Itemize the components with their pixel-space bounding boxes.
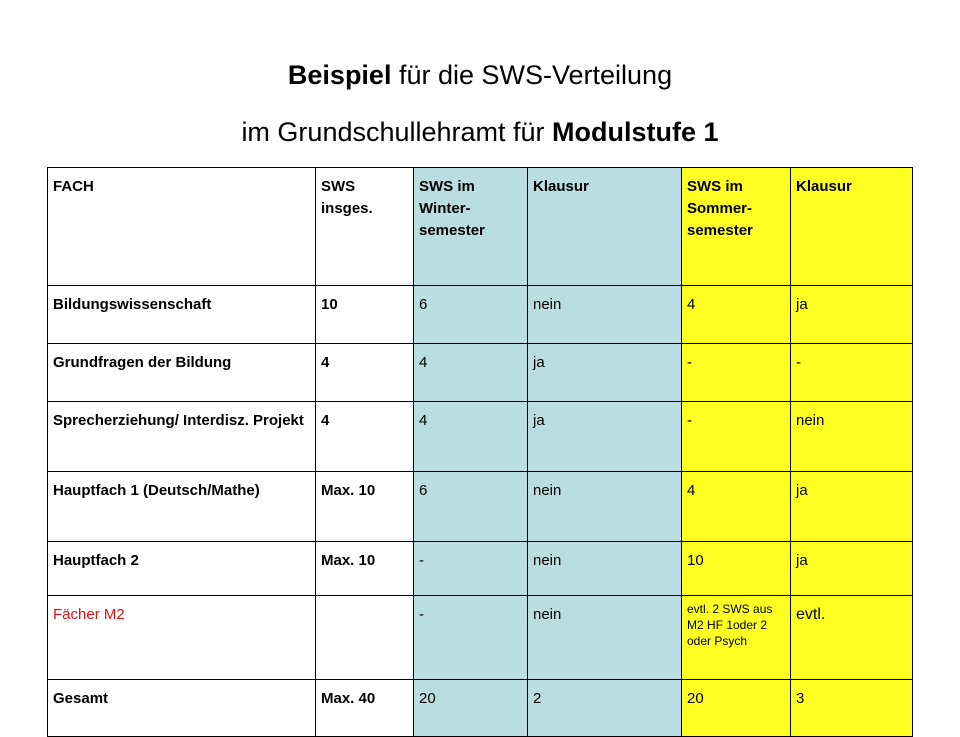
cell-sws-insges — [316, 596, 414, 680]
cell-fach: Hauptfach 1 (Deutsch/Mathe) — [48, 472, 316, 542]
cell-sws-sommer: 20 — [682, 680, 791, 737]
table-header-row — [48, 168, 913, 286]
cell-klausur-sommer: ja — [791, 472, 913, 542]
cell-sws-sommer: 10 — [682, 542, 791, 596]
cell-klausur-sommer: nein — [791, 402, 913, 472]
cell-sws-winter: 20 — [414, 680, 528, 737]
cell-fach: Grundfragen der Bildung — [48, 344, 316, 402]
cell-klausur-sommer: ja — [791, 542, 913, 596]
cell-fach: Hauptfach 2 — [48, 542, 316, 596]
cell-klausur-sommer: - — [791, 344, 913, 402]
title-line-1 — [0, 58, 960, 92]
cell-sws-winter: 4 — [414, 344, 528, 402]
title-bold-beispiel: Beispiel — [287, 60, 392, 90]
cell-sws-sommer: - — [682, 402, 791, 472]
cell-sws-insges: Max. 40 — [316, 680, 414, 737]
cell-klausur-winter: ja — [528, 402, 682, 472]
table-row — [48, 542, 913, 596]
header-sws-insges: SWS insges. — [316, 168, 414, 286]
title-line-2 — [0, 115, 960, 149]
cell-fach: Fächer M2 — [48, 596, 316, 680]
cell-klausur-sommer: evtl. — [791, 596, 913, 680]
title-line-2-rest: im Grundschullehramt für — [241, 117, 553, 147]
table-row — [48, 344, 913, 402]
cell-klausur-winter: ja — [528, 344, 682, 402]
cell-klausur-sommer: ja — [791, 286, 913, 344]
cell-fach: Bildungswissenschaft — [48, 286, 316, 344]
title-line-1-rest: für die SWS-Verteilung — [391, 60, 673, 90]
sws-table — [47, 167, 913, 737]
cell-sws-sommer: - — [682, 344, 791, 402]
cell-klausur-winter: nein — [528, 472, 682, 542]
title-bold-modulstufe: Modulstufe 1 — [552, 117, 719, 147]
cell-klausur-winter: nein — [528, 542, 682, 596]
cell-sws-winter: - — [414, 542, 528, 596]
header-klausur-sommer: Klausur — [791, 168, 913, 286]
cell-fach: Sprecherziehung/ Interdisz. Projekt — [48, 402, 316, 472]
cell-klausur-winter: nein — [528, 286, 682, 344]
cell-sws-winter: - — [414, 596, 528, 680]
cell-klausur-sommer: 3 — [791, 680, 913, 737]
table-row — [48, 402, 913, 472]
cell-fach: Gesamt — [48, 680, 316, 737]
table-row — [48, 680, 913, 737]
cell-sws-winter: 6 — [414, 472, 528, 542]
cell-klausur-winter: nein — [528, 596, 682, 680]
cell-sws-sommer — [682, 596, 791, 680]
table-row — [48, 286, 913, 344]
cell-sws-insges: Max. 10 — [316, 472, 414, 542]
cell-sws-sommer-note: evtl. 2 SWS aus M2 HF 1oder 2 oder Psych — [687, 602, 773, 648]
header-fach: FACH — [48, 168, 316, 286]
cell-sws-winter: 6 — [414, 286, 528, 344]
header-klausur-winter: Klausur — [528, 168, 682, 286]
cell-sws-insges: 4 — [316, 402, 414, 472]
header-sws-winter: SWS im Winter-semester — [414, 168, 528, 286]
cell-klausur-winter: 2 — [528, 680, 682, 737]
table-row — [48, 472, 913, 542]
cell-sws-insges: Max. 10 — [316, 542, 414, 596]
header-sws-sommer: SWS im Sommer-semester — [682, 168, 791, 286]
cell-sws-winter: 4 — [414, 402, 528, 472]
cell-sws-sommer: 4 — [682, 472, 791, 542]
cell-sws-sommer: 4 — [682, 286, 791, 344]
cell-sws-insges: 10 — [316, 286, 414, 344]
cell-sws-insges: 4 — [316, 344, 414, 402]
table-row — [48, 596, 913, 680]
